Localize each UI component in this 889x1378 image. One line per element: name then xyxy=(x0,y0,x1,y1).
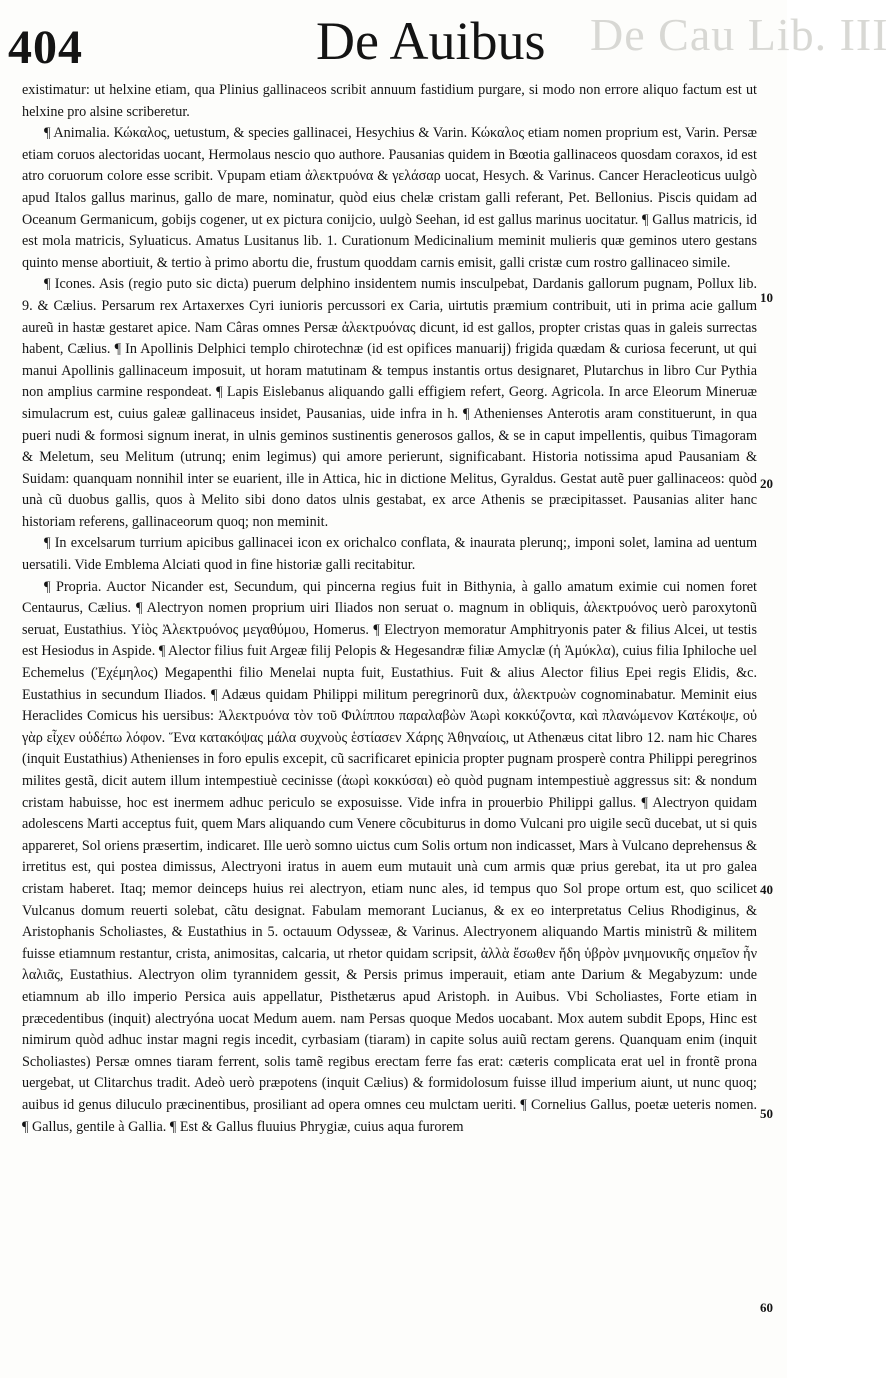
paragraph-icones: ¶ Icones. Asis (regio puto sic dicta) puerum delphino insidentem numis insculpebat, Dardanis gallorum pugnam, Pollux lib. 9. & Cælius. Persarum rex Artaxerxes Cyri iunioris percussori ex Caria, uirtutis præmium contribuit, uti in prima acie gallum aureũ in hastæ gestaret apice. Nam Câras omnes Persæ ἀλεκτρυόνας dicunt, id est gallos, propter cristas quas in galeis surrectas habent, Cælius. ¶ In Apollinis Delphici templo chirotechnæ (id est opifices manuarij) frigida quædam & curiosa fecerunt, ut qui manui Apollinis gallinaceum imposuit, ut horam matutinam & tempus instantis ortus designaret, Plutarchus in libro Cur Pythia non amplius carmine respondeat. ¶ Lapis Eislebanus aliquando galli effigiem refert, Georg. Agricola. In arce Eleorum Mineruæ simulacrum est, cuius galeæ gallinaceus insidet, Pausanias, uide infra in h. ¶ Athenienses Anterotis aram constituerunt, in qua pueri nudi & formosi signum inerat, in ulnis geminos sustinentis generosos gallos, & se in caput impellentis, quibus Timagoram & Meletum, seu Melitum (utrunq; enim legimus) qui amore perierunt, significabant. Historia notissima apud Pausaniam & Suidam: quanquam nonnihil inter se euarient, ille in Attica, hic in dictione Melitus, Gyraldus. Gestat autẽ puer gallinaceos: quòd unà cũ duobus gallis, quos à Melito sibi dono datos ulnis gestabat, ex arce Athenis se præcipitasset. Pausanias aliter hanc historiam referens, gallinaceorum quoq; non meminit. xyxy=(22,276,757,530)
bleed-through-heading: De Cau Lib. III xyxy=(590,9,889,60)
margin-line-number: 20 xyxy=(760,476,773,491)
page-number: 404 xyxy=(8,21,83,74)
margin-line-number: 40 xyxy=(760,882,773,897)
margin-line-number: 10 xyxy=(760,290,773,305)
page-header xyxy=(8,10,548,78)
running-title: De Auibus xyxy=(316,11,546,71)
margin-line-number: 50 xyxy=(760,1106,773,1121)
paragraph-continuation: existimatur: ut helxine etiam, qua Plinius gallinaceos scribit annuum fastidium purgare, si modo non errore aliquo factum est ut helxine pro alsine scriberetur. xyxy=(22,82,757,120)
paragraph-propria: ¶ Propria. Auctor Nicander est, Secundum, qui pincerna regius fuit in Bithynia, à gallo amatum eximie cui nomen foret Centaurus, Cælius. ¶ Alectryon nomen proprium uiri Iliados non seruat o. magnum in obliquis, ἀλεκτρυόνος uerò paroxytonũ seruat, Eustathius. Υἱὸς Ἀλεκτρυόνος μεγαθύμου, Homerus. ¶ Electryon memoratur Amphitryonis pater & filius Alcei, ut testis est Hesiodus in Aspide. ¶ Alector filius fuit Argeæ filij Pelopis & Hegesandræ filiæ Amyclæ (ἡ Ἀμύκλα), cuius filia Iphiloche uel Echemelus (Ἐχέμηλος) Megapenthi filio Menelai nupta fuit, Eustathius. Fuit & alius Alector filius Epei regis Elidis, &c. Eustathius in secundum Iliados. ¶ Adæus quidam Philippi militum peregrinorũ dux, ἀλεκτρυὼν cognominabatur. Meminit eius Heraclides Comicus his uersibus: Ἀλεκτρυόνα τὸν τοῦ Φιλίππου παραλαβὼν Ἀωρὶ κοκκύζοντα, καὶ πλανώμενον Κατέκοψε, οὐ γὰρ εἶχεν οὐδέπω λόφον. Ἕνα κατακόψας μάλα συχνοὺς ἑστίασεν Χάρης Ἀθηναίοις, ut Athenæus citat libro 12. nam hic Chares (inquit Eustathius) Athenienses in foro epulis excepit, cũ sacrificaret epinicia propter pugnam prosperè contra Philippi peregrinos milites gestã, dicit autem illum intempestiuè cecinisse (ἀωρὶ κοκκύσαι) eò quòd pugnam intempestiuè aggressus sit: & nondum cristam habuisse, hoc est inermem adhuc periculo se exposuisse. Vide infra in prouerbio Philippi gallus. ¶ Alectryon quidam adolescens Marti acceptus fuit, quem Mars aliquando cum Venere cõcubiturus in domo Vulcani pro uigile secũ ducebat, ut si quis appareret, Sol oriens præsertim, indicaret. Ille uerò somno uictus cum Solis ortum non indicasset, Mars à Vulcano deprehensus & irretitus est, qui postea dimissus, Alectryoni iratus in auem eum mutauit unà cum armis quæ prius gerebat, ita ut pro galea cristam haberet. Itaq; memor deinceps huius rei alectryon, etiam nunc ales, id tempus quo Sol prope ortum est, quo scilicet Vulcanus domum reuerti solebat, cãtu designat. Fabulam memorant Lucianus, & ex eo interpretatus Celius Rhodiginus, & Aristophanis Scholiastes, & Eustathius in 5. octauum Odysseæ, & Varinus. Alectryonem aliquando Martis ministrũ & militem fuisse etiamnum restantur, crista, animositas, calcaria, ut rhetor quidam scripsit, ἀλλὰ ἔσωθεν ἤδη ὑβρὸν μνημονικῆς σημεῖον ἦν λαλιᾶς, Eustathius. Alectryon olim tyrannidem gessit, & Persis primus imperauit, etiam ante Darium & Megabyzum: unde etiamnum ab illo imperio Persica auis appellatur, Pisthetærus apud Aristoph. in Auibus. Vbi Scholiastes, Forte etiam in præcedentibus (inquit) alectryóna uocat Medum auem. nam Persas quoque Medos uocabant. Mox autem subdit Epops, Hinc est nimirum quòd adhuc instar magni regis incedit, cyrbasiam (tiaram) in capite solus auiũ rectam gerens. Quanquam enim (inquit Scholiastes) Persæ omnes tiaram ferrent, solis tamẽ regibus erectam ferre fas erat: cæteris complicata erat uel in frontẽ prona uergebat, ut Clitarchus tradit. Adeò uerò præpotens (inquit Cælius) & formidolosum fuisse illud imperium aiunt, ut nunc quoq; auibus id genus diluculo præcinentibus, prosiliant ad opera omnes ceu mulctam ueriti. ¶ Cornelius Gallus, poetæ ueteris nomen. ¶ Gallus, gentile à Gallia. ¶ Est & Gallus fluuius Phrygiæ, cuius aqua furorem xyxy=(22,578,757,1135)
body-text xyxy=(22,80,757,1138)
margin-line-number: 60 xyxy=(760,1300,773,1315)
paragraph-turrium: ¶ In excelsarum turrium apicibus gallinacei icon ex orichalco conflata, & inaurata plerunq;, imponi solet, lamina ad uentum uersatili. Vide Emblema Alciati quod in fine historiæ galli recitabitur. xyxy=(22,535,757,574)
paragraph-animalia: ¶ Animalia. Κώκαλος, uetustum, & species gallinacei, Hesychius & Varin. Κώκαλος etiam nomen proprium est, Varin. Persæ etiam coruos alectoridas uocant, Hermolaus nescio quo authore. Pausanias quidem in Bœotia gallinaceos quosdam coraxos, id est atro coruorum colore esse scribit. Vpupam etiam ἀλεκτρυόνα & γελάσαρ uocat, Hesych. & Varinus. Cancer Heracleoticus uulgò apud Italos gallus marinus, gallo de mare, nominatur, quòd eius chelæ cristam galli referant, Pet. Bellonius. Piscis quidam ad Oceanum Germanicum, gobijs cogener, ut ex pictura conijcio, uulgò Seehan, id est gallus marinus uocitatur. ¶ Gallus matricis, id est mola matricis, Syluaticus. Amatus Lusitanus lib. 1. Curationum Medicinalium meminit mulieris quæ geminos utero gestans quinto mense abortiuit, & tertio à primo abortu die, frustum quoddam carnis emisit, galli cristæ cum rostro gallinaceo simile. xyxy=(22,125,757,271)
